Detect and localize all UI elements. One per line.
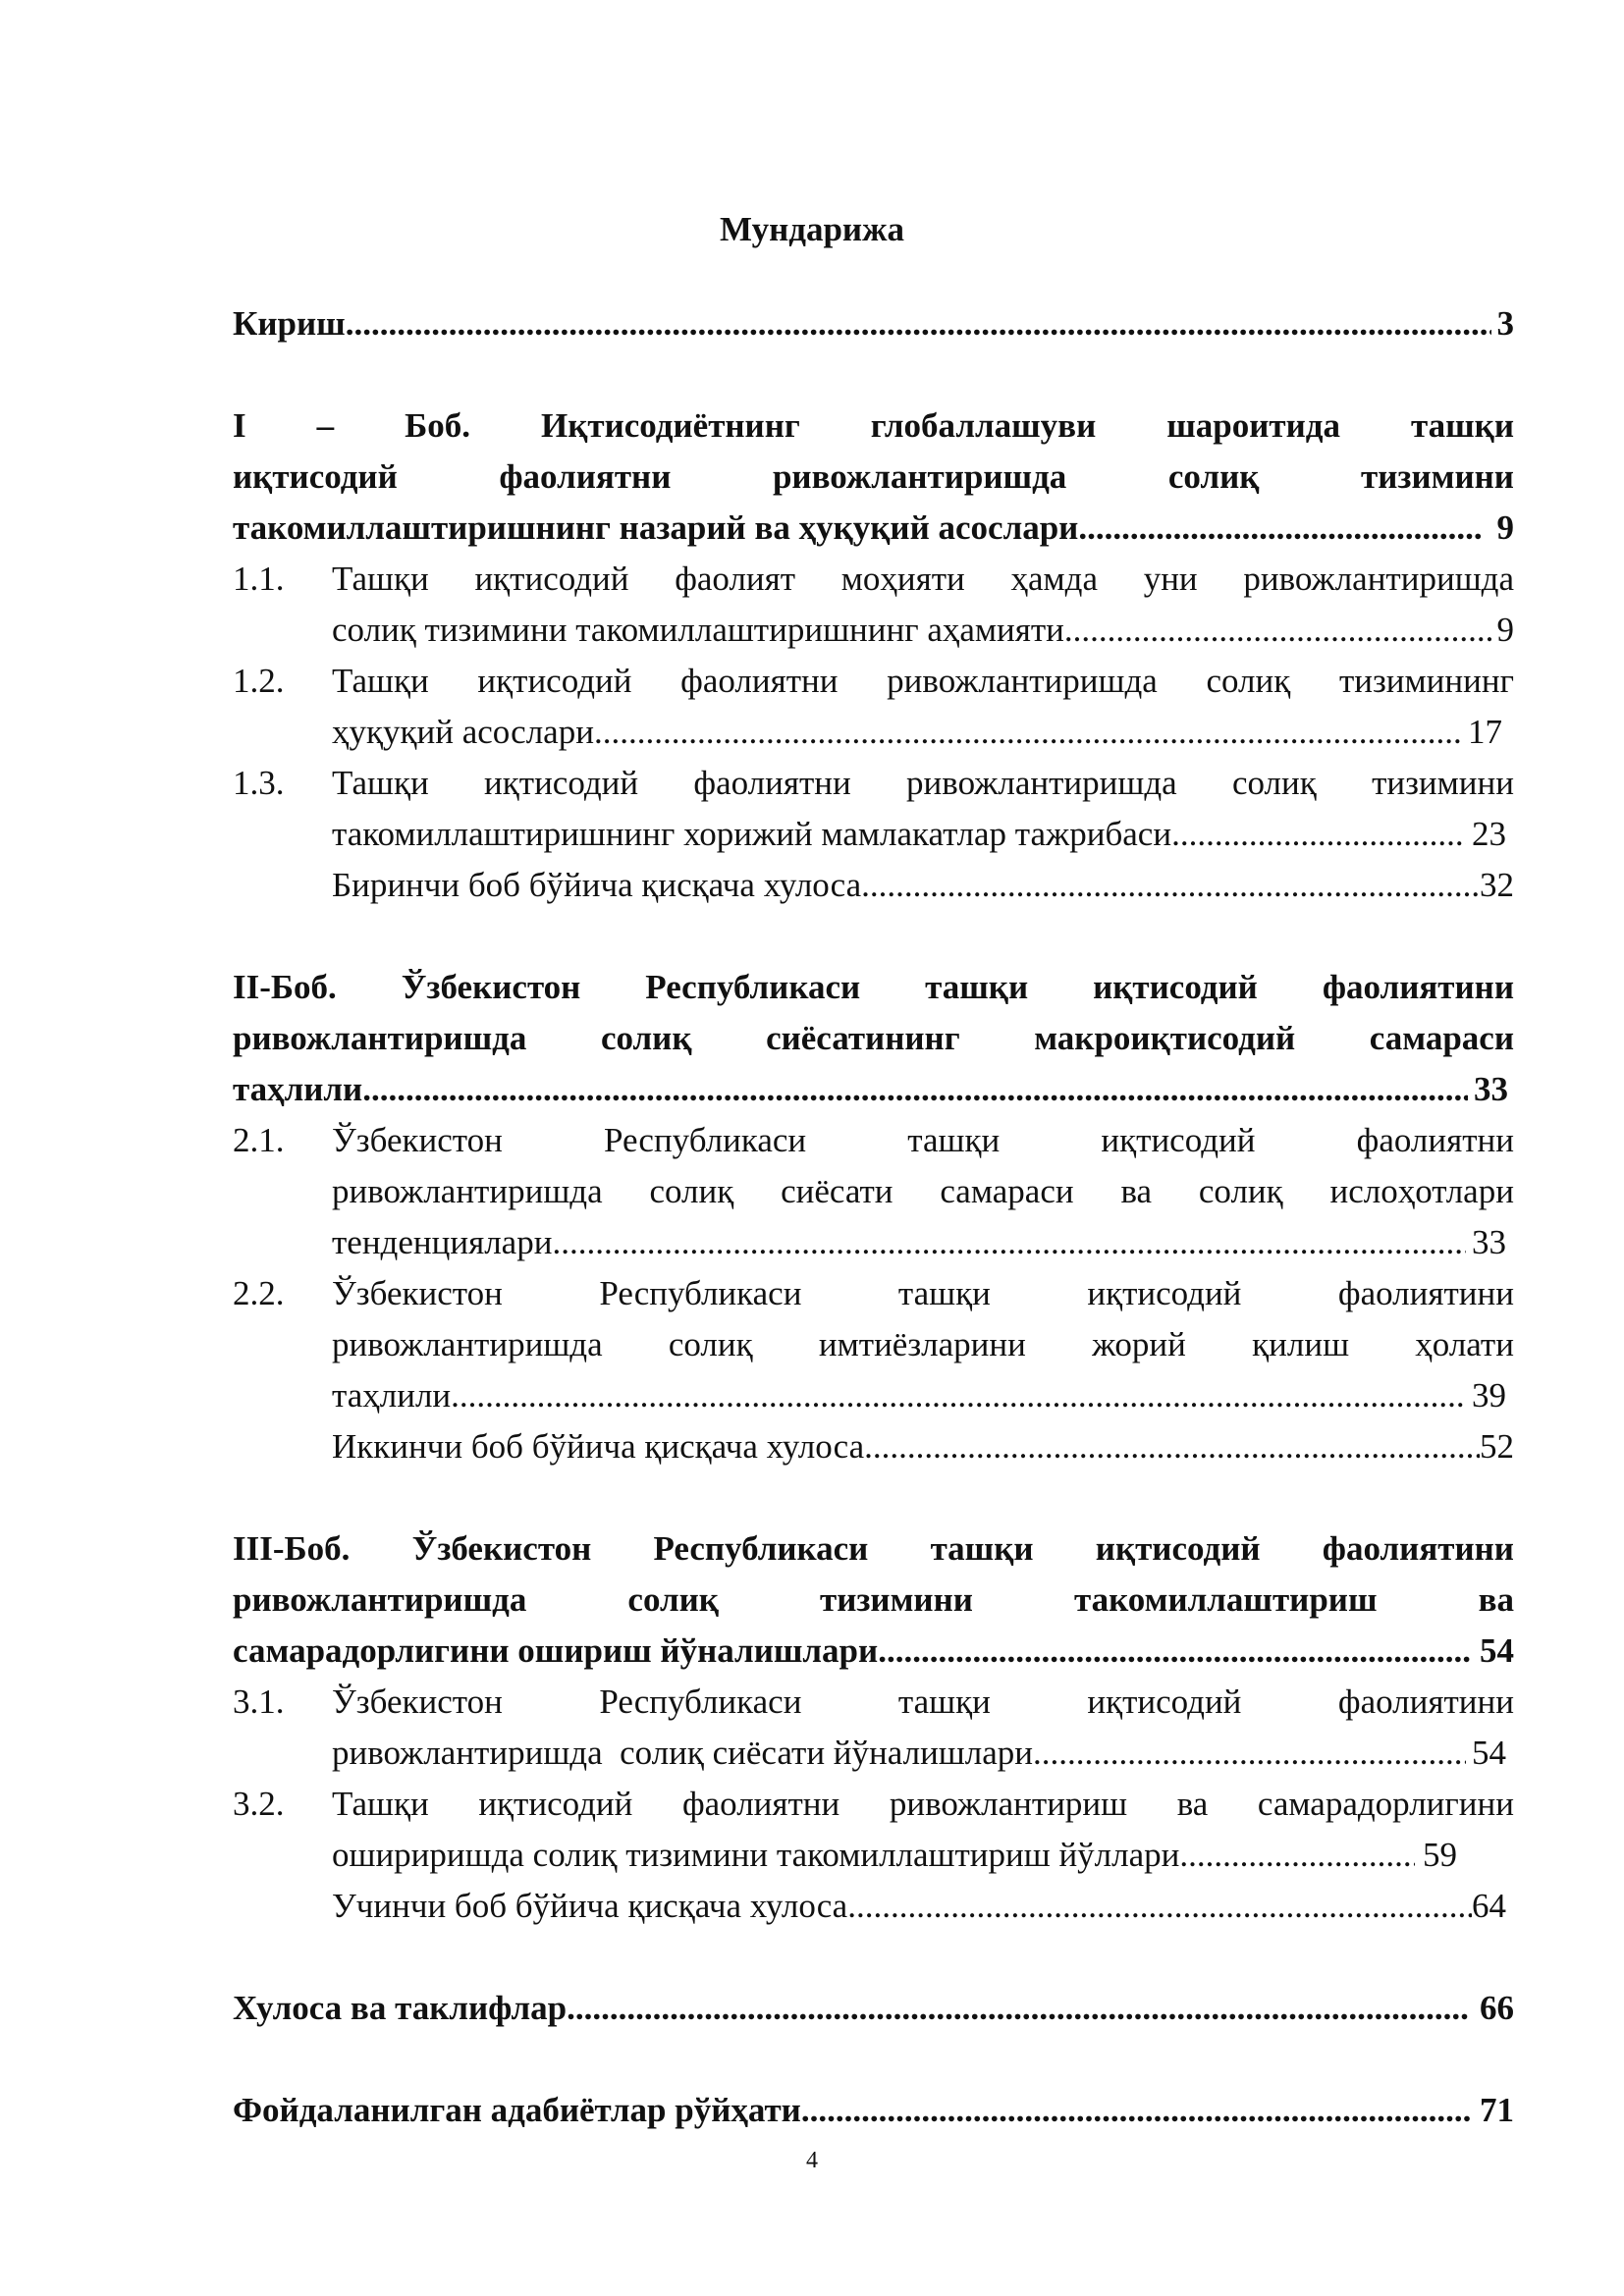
toc-chapter-2[interactable]	[233, 962, 1514, 1115]
section-word: Ўзбекистон	[332, 1121, 503, 1159]
section-word: солиқ	[1231, 764, 1317, 802]
section-word: иқтисодий	[477, 662, 632, 700]
section-text: ҳуқуқий асослари	[332, 713, 594, 751]
section-word: ҳолати	[1415, 1325, 1514, 1363]
section-line-2	[332, 1830, 1514, 1881]
section-line-2	[332, 1319, 1514, 1370]
section-word: Республикаси	[599, 1274, 802, 1312]
dot-leader	[362, 1064, 1468, 1115]
toc-entry-intro[interactable]	[233, 298, 1514, 349]
chapter-heading-line-2	[233, 1575, 1514, 1626]
heading-word: Боб.	[405, 406, 471, 445]
section-line-1	[332, 1115, 1514, 1166]
section-line-2	[332, 809, 1514, 860]
heading-word: Ўзбекистон	[401, 968, 581, 1006]
section-word: имтиёзларини	[818, 1325, 1026, 1363]
section-word: фаолиятни	[693, 764, 851, 802]
section-word: иқтисодий	[1101, 1121, 1256, 1159]
chapter-heading-line-1	[233, 1523, 1514, 1575]
section-line-1	[332, 1779, 1514, 1830]
toc-entry-conclusions[interactable]	[233, 1983, 1514, 2034]
section-word: фаолиятини	[1337, 1274, 1514, 1312]
section-word: фаолиятини	[1337, 1682, 1514, 1721]
toc-entry-references[interactable]	[233, 2085, 1514, 2136]
section-word: фаолият	[675, 560, 796, 598]
section-line-3	[332, 1370, 1514, 1421]
toc-section-2-1[interactable]	[233, 1115, 1514, 1268]
section-text: тенденциялари	[332, 1223, 553, 1261]
heading-word: шароитида	[1166, 406, 1340, 445]
heading-text: таҳлили	[233, 1070, 363, 1108]
heading-word: иқтисодий	[1095, 1529, 1261, 1568]
heading-word: макроиқтисодий	[1034, 1019, 1296, 1057]
dot-leader	[801, 2085, 1470, 2136]
chapter-heading-line-1	[233, 962, 1514, 1013]
section-line-2	[332, 1166, 1514, 1217]
toc-title: Мундарижа	[720, 210, 904, 248]
section-line-2	[332, 605, 1514, 656]
heading-word: иқтисодий	[1093, 968, 1258, 1006]
toc-page-number: 32	[1480, 866, 1514, 904]
section-word: ташқи	[897, 1274, 991, 1312]
dot-leader	[864, 1421, 1480, 1472]
section-word: ривожлантиришда	[906, 764, 1177, 802]
heading-text: самарадорлигини ошириш йўналишлари	[233, 1631, 879, 1670]
toc-section-3-2[interactable]	[233, 1779, 1514, 1932]
section-number: 2.1.	[233, 1121, 285, 1159]
dot-leader	[451, 1370, 1466, 1421]
heading-word: III-Боб.	[233, 1529, 351, 1568]
dot-leader	[567, 1983, 1470, 2034]
section-text: ошириришда солиқ тизимини такомиллаштириш йўллари	[332, 1836, 1180, 1874]
chapter-heading-line-2	[233, 452, 1514, 503]
dot-leader	[861, 860, 1480, 911]
section-word: моҳияти	[840, 560, 965, 598]
heading-word: ривожлантиришда	[233, 1580, 527, 1619]
heading-word: фаолиятни	[499, 457, 672, 496]
section-number: 2.2.	[233, 1274, 285, 1312]
section-word: солиқ	[1206, 662, 1291, 700]
section-text: ривожлантиришда солиқ сиёсати йўналишлари	[332, 1734, 1033, 1772]
toc-entry-label: Фойдаланилган адабиётлар рўйҳати	[233, 2091, 801, 2129]
heading-word: Иқтисодиётнинг	[541, 406, 800, 445]
section-word: ташқи	[897, 1682, 991, 1721]
section-word: Ташқи	[332, 662, 429, 700]
section-word: Ўзбекистон	[332, 1274, 503, 1312]
toc-page-number: 23	[1472, 815, 1506, 853]
section-word: солиқ	[668, 1325, 753, 1363]
section-line-2	[332, 707, 1514, 758]
section-number: 1.1.	[233, 560, 285, 598]
section-word: Республикаси	[599, 1682, 802, 1721]
toc-page-number: 17	[1468, 713, 1502, 751]
chapter-heading-line-3	[233, 1626, 1514, 1677]
dot-leader	[878, 1626, 1470, 1677]
heading-word: II-Боб.	[233, 968, 337, 1006]
chapter-heading-line-2	[233, 1013, 1514, 1064]
heading-word: тизимини	[1361, 457, 1514, 496]
dot-leader	[847, 1881, 1472, 1932]
section-text: солиқ тизимини такомиллаштиришнинг аҳамияти	[332, 611, 1064, 649]
section-word: Ўзбекистон	[332, 1682, 503, 1721]
section-word: солиқ	[1198, 1172, 1283, 1210]
dot-leader	[1064, 605, 1491, 656]
section-number: 3.2.	[233, 1785, 285, 1823]
heading-word: –	[316, 406, 335, 445]
toc-section-1-2[interactable]	[233, 656, 1514, 758]
heading-word: солиқ	[600, 1019, 692, 1057]
heading-word: Республикаси	[653, 1529, 869, 1568]
heading-word: глобаллашуви	[870, 406, 1097, 445]
section-word: иқтисодий	[1087, 1682, 1242, 1721]
toc-page-number: 39	[1472, 1376, 1506, 1415]
heading-word: иқтисодий	[233, 457, 398, 496]
section-word: ислоҳотлари	[1329, 1172, 1514, 1210]
toc-page-number: 9	[1496, 508, 1514, 547]
toc-page-number: 59	[1423, 1836, 1457, 1874]
section-word: иқтисодий	[1087, 1274, 1242, 1312]
heading-word: сиёсатининг	[766, 1019, 960, 1057]
section-word: уни	[1143, 560, 1198, 598]
dot-leader	[1078, 503, 1483, 554]
section-word: солиқ	[649, 1172, 734, 1210]
dot-leader	[552, 1217, 1466, 1268]
section-word: самараси	[940, 1172, 1074, 1210]
section-word: ривожлантириш	[889, 1785, 1128, 1823]
section-number: 3.1.	[233, 1682, 285, 1721]
heading-word: солиқ	[1167, 457, 1260, 496]
section-text: таҳлили	[332, 1376, 452, 1415]
toc-section-1-3[interactable]	[233, 758, 1514, 911]
toc-page-number: 33	[1472, 1223, 1506, 1261]
dot-leader	[1033, 1728, 1466, 1779]
toc-entry-label: Хулоса ва таклифлар	[233, 1989, 568, 2027]
section-word: фаолиятни	[680, 662, 839, 700]
heading-word: фаолиятини	[1322, 968, 1514, 1006]
heading-word: самараси	[1369, 1019, 1514, 1057]
section-word: Ташқи	[332, 764, 429, 802]
section-word: тизимини	[1372, 764, 1514, 802]
toc-page-number: 54	[1472, 1734, 1506, 1772]
section-word: ривожлантиришда	[332, 1325, 603, 1363]
toc-page-number: 54	[1480, 1631, 1514, 1670]
section-number: 1.2.	[233, 662, 285, 700]
dot-leader	[346, 298, 1491, 349]
section-line-1	[332, 554, 1514, 605]
heading-word: тизимини	[820, 1580, 973, 1619]
section-word: иқтисодий	[484, 764, 639, 802]
heading-word: ташқи	[1410, 406, 1514, 445]
chapter-summary-1[interactable]	[332, 860, 1514, 911]
section-word: ва	[1120, 1172, 1153, 1210]
section-word: ривожлантиришда	[332, 1172, 603, 1210]
section-word: Ташқи	[332, 1785, 429, 1823]
section-word: жорий	[1092, 1325, 1186, 1363]
heading-word: ва	[1478, 1580, 1514, 1619]
toc-section-3-1[interactable]	[233, 1677, 1514, 1779]
section-number: 1.3.	[233, 764, 285, 802]
toc-page-number: 52	[1480, 1427, 1514, 1466]
section-text: такомиллаштиришнинг хорижий мамлакатлар тажрибаси	[332, 815, 1172, 853]
section-word: Республикаси	[604, 1121, 807, 1159]
heading-word: ривожлантиришда	[233, 1019, 527, 1057]
section-word: фаолиятни	[1356, 1121, 1514, 1159]
section-word: иқтисодий	[474, 560, 629, 598]
section-word: Ташқи	[332, 560, 429, 598]
section-word: қилиш	[1252, 1325, 1350, 1363]
toc-chapter-3[interactable]	[233, 1523, 1514, 1677]
toc-chapter-1[interactable]	[233, 400, 1514, 554]
section-word: самарадорлигини	[1257, 1785, 1514, 1823]
toc-page-number: 66	[1480, 1989, 1514, 2027]
heading-word: Республикаси	[645, 968, 861, 1006]
summary-text: Учинчи боб бўйича қисқача хулоса	[332, 1887, 848, 1925]
summary-text: Биринчи боб бўйича қисқача хулоса	[332, 866, 862, 904]
summary-text: Иккинчи боб бўйича қисқача хулоса	[332, 1427, 865, 1466]
toc-page-number: 9	[1496, 611, 1514, 649]
chapter-heading-line-1	[233, 400, 1514, 452]
heading-word: такомиллаштириш	[1073, 1580, 1378, 1619]
toc-entry-label: Кириш	[233, 304, 346, 343]
toc-page-number: 33	[1474, 1070, 1508, 1108]
section-line-1	[332, 1268, 1514, 1319]
heading-word: солиқ	[627, 1580, 719, 1619]
heading-word: ташқи	[925, 968, 1029, 1006]
toc-page-number: 3	[1496, 304, 1514, 343]
heading-word: фаолиятини	[1322, 1529, 1514, 1568]
section-word: иқтисодий	[478, 1785, 633, 1823]
toc-section-1-1[interactable]	[233, 554, 1514, 656]
chapter-heading-line-3	[233, 1064, 1514, 1115]
dot-leader	[1171, 809, 1466, 860]
toc-section-2-2[interactable]	[233, 1268, 1514, 1472]
section-word: ривожлантиришда	[1243, 560, 1514, 598]
section-word: ташқи	[907, 1121, 1001, 1159]
section-word: тизимининг	[1338, 662, 1514, 700]
section-word: ривожлантиришда	[887, 662, 1158, 700]
section-word: ва	[1176, 1785, 1209, 1823]
section-line-3	[332, 1217, 1514, 1268]
heading-word: Ўзбекистон	[411, 1529, 592, 1568]
page-number-footer: 4	[806, 2148, 818, 2173]
heading-word: ривожлантиришда	[772, 457, 1067, 496]
section-line-2	[332, 1728, 1514, 1779]
section-line-1	[332, 656, 1514, 707]
section-word: сиёсати	[781, 1172, 893, 1210]
toc-page-number: 71	[1480, 2091, 1514, 2129]
dot-leader	[1179, 1830, 1415, 1881]
section-line-1	[332, 758, 1514, 809]
heading-word: I	[233, 406, 246, 445]
section-word: фаолиятни	[681, 1785, 840, 1823]
toc-page-number: 64	[1472, 1887, 1506, 1925]
section-line-1	[332, 1677, 1514, 1728]
heading-text: такомиллаштиришнинг назарий ва ҳуқуқий асослари	[233, 508, 1079, 547]
chapter-heading-line-3	[233, 503, 1514, 554]
chapter-summary-2[interactable]	[332, 1421, 1514, 1472]
dot-leader	[594, 707, 1462, 758]
section-word: ҳамда	[1010, 560, 1098, 598]
heading-word: ташқи	[930, 1529, 1034, 1568]
chapter-summary-3[interactable]	[332, 1881, 1514, 1932]
